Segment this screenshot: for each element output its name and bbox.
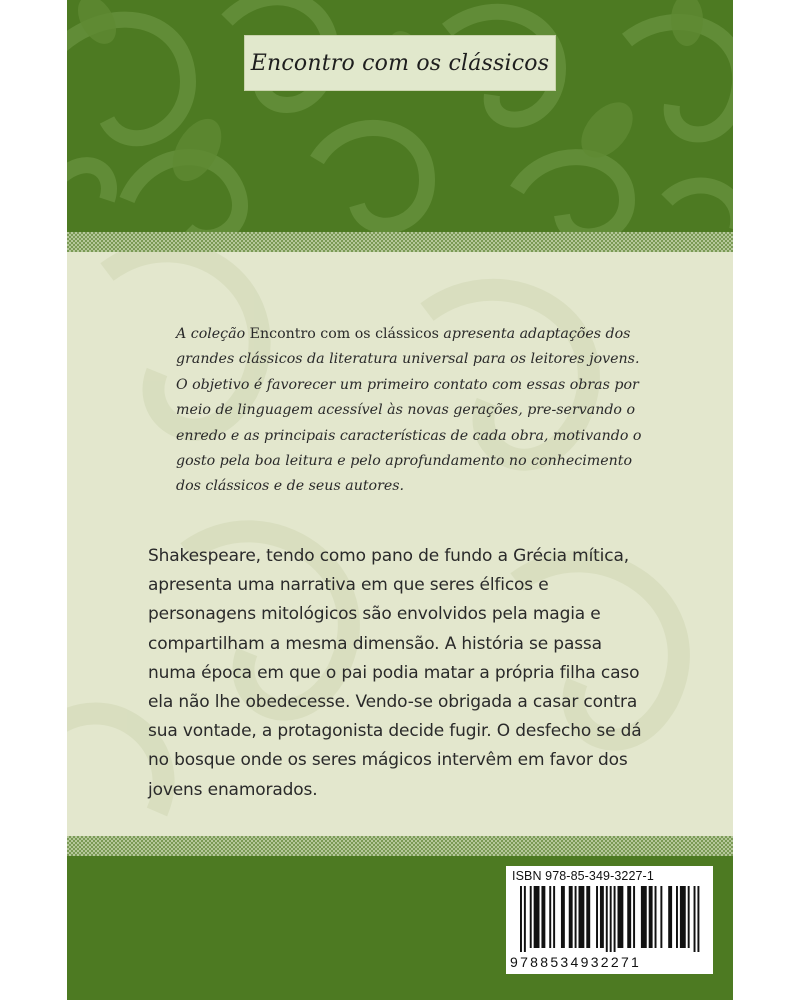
collection-name: Encontro com os clássicos — [249, 326, 439, 342]
series-title: Encontro com os clássicos — [250, 50, 550, 76]
barcode-digits: 9788534932271 — [510, 954, 642, 970]
barcode-bar — [553, 886, 555, 948]
barcode-bar — [541, 886, 545, 948]
barcode-bar — [649, 886, 653, 948]
barcode-bar — [641, 886, 647, 948]
series-description-body: apresenta adaptações dos grandes clássicos da literatura universal para os leitores jovens. O objetivo é favorecer um primeiro contato com essas obras por meio de linguagem acessível às novas gerações, pre-servando o enredo e as principais características de cada obra, motivando o gosto pela boa leitura e pelo aprofundamento no conhecimento dos clássicos e de seus autores. — [176, 326, 642, 495]
barcode-bar — [618, 886, 624, 948]
barcode-bars — [520, 886, 700, 952]
checker-divider-bottom — [67, 836, 733, 856]
scroll-ornament-pattern — [67, 0, 733, 232]
series-title-plate — [245, 36, 555, 90]
checker-divider-top — [67, 232, 733, 252]
barcode-bar — [668, 886, 672, 948]
barcode-bar — [655, 886, 657, 948]
barcode-bar — [549, 886, 551, 948]
barcode-bar — [520, 886, 522, 952]
barcode-bar — [633, 886, 635, 948]
barcode-bar — [606, 886, 608, 952]
back-cover — [67, 0, 733, 1000]
book-synopsis: Shakespeare, tendo como pano de fundo a Grécia mítica, apresenta uma narrativa em que seres élficos e personagens mitológicos são envolvidos pela magia e compartilham a mesma dimensão. A história se passa numa época em que o pai podia matar a própria filha caso ela não lhe obedecesse. Vendo-se obrigada a casar contra sua vontade, a protagonista decide fugir. O desfecho se dá no bosque onde os seres mágicos intervêm em favor dos jovens enamorados. — [148, 546, 642, 800]
series-description — [176, 322, 646, 500]
barcode-bar — [627, 886, 631, 948]
barcode-bar — [524, 886, 526, 952]
barcode-box — [506, 866, 713, 974]
barcode-bar — [697, 886, 699, 952]
barcode-bar — [614, 886, 616, 952]
text-panel — [67, 252, 733, 836]
isbn-label: ISBN 978-85-349-3227-1 — [512, 869, 654, 883]
barcode-bar — [660, 886, 662, 948]
barcode-bar — [610, 886, 612, 952]
barcode-bar — [561, 886, 565, 948]
series-description-lead: A coleção — [176, 326, 250, 342]
barcode-bar — [569, 886, 573, 948]
barcode-bar — [579, 886, 585, 948]
barcode-bar — [600, 886, 604, 948]
barcode-bar — [680, 886, 686, 948]
barcode-bar — [586, 886, 590, 948]
barcode-bar — [676, 886, 678, 948]
barcode-bar — [694, 886, 696, 952]
top-ornament-band — [67, 0, 733, 232]
barcode-bar — [688, 886, 690, 948]
barcode-bar — [534, 886, 540, 948]
bottom-band — [67, 856, 733, 1000]
barcode-bar — [596, 886, 598, 948]
barcode-bar — [575, 886, 577, 948]
barcode-bar — [530, 886, 532, 948]
